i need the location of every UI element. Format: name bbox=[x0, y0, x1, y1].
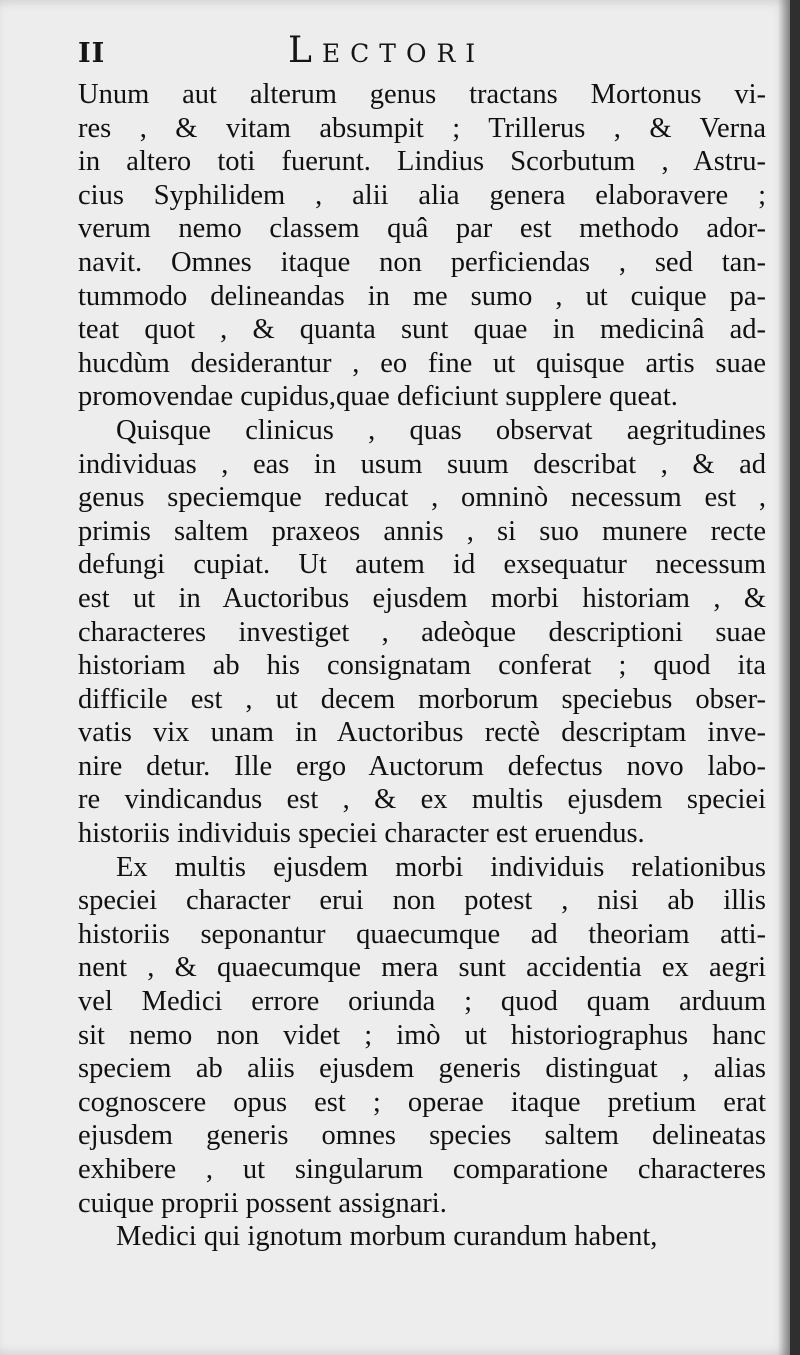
text-line: characteres investiget , adeòque descriptioni suae bbox=[78, 616, 766, 648]
text-line: cuique proprii possent assignari. bbox=[78, 1187, 447, 1219]
text-line: defungi cupiat. Ut autem id exsequatur necessum bbox=[78, 549, 766, 581]
text-line: historiis individuis speciei character est eruendus. bbox=[78, 818, 645, 850]
page-header bbox=[78, 30, 768, 78]
text-line: individuas , eas in usum suum describat , & ad bbox=[78, 448, 766, 480]
text-line: vatis vix unam in Auctoribus rectè descriptam inve- bbox=[78, 717, 766, 749]
text-line: nire detur. Ille ergo Auctorum defectus novo labo- bbox=[78, 750, 766, 782]
text-line: re vindicandus est , & ex multis ejusdem speciei bbox=[78, 784, 766, 816]
text-line: exhibere , ut singularum comparatione characteres bbox=[78, 1154, 766, 1185]
text-line: promovendae cupidus,quae deficiunt supplere queat. bbox=[78, 381, 678, 413]
running-title: Lectori bbox=[288, 30, 486, 71]
text-line: Quisque clinicus , quas observat aegritudines bbox=[116, 414, 766, 446]
body-text bbox=[78, 78, 766, 1254]
text-line: historiis seponantur quaecumque ad theoriam atti- bbox=[78, 918, 766, 950]
text-line: sit nemo non videt ; imò ut historiographus hanc bbox=[78, 1019, 766, 1051]
paragraph bbox=[78, 1220, 766, 1254]
paragraph bbox=[78, 851, 766, 1221]
text-line: res , & vitam absumpit ; Trillerus , & Verna bbox=[78, 112, 766, 144]
text-line: est ut in Auctoribus ejusdem morbi historiam , & bbox=[78, 582, 766, 614]
text-line: historiam ab his consignatam conferat ; quod ita bbox=[78, 650, 766, 682]
text-line: speciem ab aliis ejusdem generis distinguat , alias bbox=[78, 1053, 766, 1085]
text-line: navit. Omnes itaque non perficiendas , sed tan- bbox=[78, 246, 766, 278]
text-line: in altero toti fuerunt. Lindius Scorbutum , Astru- bbox=[78, 146, 766, 178]
text-line: primis saltem praxeos annis , si suo munere recte bbox=[78, 515, 766, 547]
paragraph bbox=[78, 414, 766, 851]
text-line: difficile est , ut decem morborum speciebus obser- bbox=[78, 683, 766, 715]
text-line: Ex multis ejusdem morbi individuis relationibus bbox=[116, 851, 766, 883]
text-line: teat quot , & quanta sunt quae in medicinâ ad- bbox=[78, 314, 766, 346]
text-line: Unum aut alterum genus tractans Mortonus vi- bbox=[78, 79, 766, 110]
text-line: Medici qui ignotum morbum curandum habent, bbox=[116, 1221, 658, 1253]
text-line: vel Medici errore oriunda ; quod quam arduum bbox=[78, 986, 766, 1018]
text-line: verum nemo classem quâ par est methodo ador- bbox=[78, 213, 766, 245]
paragraph bbox=[78, 78, 766, 414]
text-line: speciei character erui non potest , nisi ab illis bbox=[78, 885, 766, 917]
page-number: II bbox=[78, 38, 106, 69]
text-line: tummodo delineandas in me sumo , ut cuique pa- bbox=[78, 280, 766, 312]
text-line: cius Syphilidem , alii alia genera elaboravere ; bbox=[78, 179, 766, 211]
text-line: genus speciemque reducat , omninò necessum est , bbox=[78, 482, 766, 514]
text-line: ejusdem generis omnes species saltem delineatas bbox=[78, 1120, 766, 1152]
text-line: cognoscere opus est ; operae itaque pretium erat bbox=[78, 1086, 766, 1118]
text-line: nent , & quaecumque mera sunt accidentia ex aegri bbox=[78, 952, 766, 984]
text-line: hucdùm desiderantur , eo fine ut quisque artis suae bbox=[78, 347, 766, 379]
